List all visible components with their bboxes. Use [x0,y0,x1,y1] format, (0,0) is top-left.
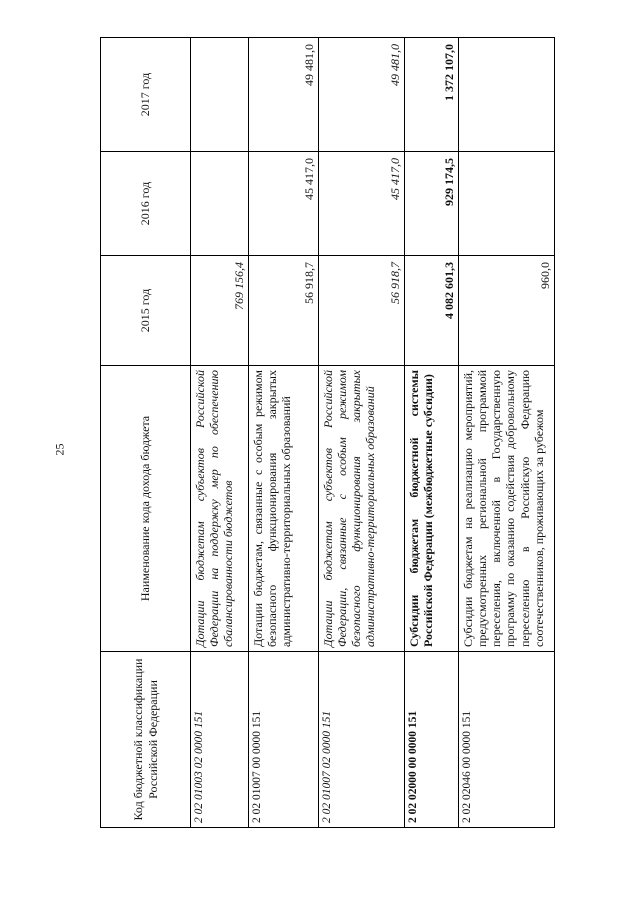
row-value-2017: 49 481,0 [319,38,405,152]
row-value-2015: 56 918,7 [249,256,319,366]
header-code: Код бюджетной классификации Российской Федерации [101,652,191,828]
table-row [459,38,555,828]
row-name: Субсидии бюджетам бюджетной системы Российской Федерации (межбюджетные субсидии) [405,366,459,652]
row-code: 2 02 02046 00 0000 151 [459,652,555,828]
page-number: 25 [52,443,67,456]
row-name: Дотации бюджетам субъектов Российской Федерации, связанные с особым режимом безопасного функционирования закрытых административно-территориальных образований [319,366,405,652]
table-row [191,38,249,828]
row-value-2015: 769 156,4 [191,256,249,366]
row-value-2017 [191,38,249,152]
header-2015: 2015 год [101,256,191,366]
row-code: 2 02 01007 00 0000 151 [249,652,319,828]
row-value-2016: 45 417,0 [319,152,405,256]
row-value-2015: 960,0 [459,256,555,366]
row-value-2017 [459,38,555,152]
table-row [249,38,319,828]
row-value-2016 [191,152,249,256]
table-row [405,38,459,828]
header-2017: 2017 год [101,38,191,152]
row-value-2017: 49 481,0 [249,38,319,152]
row-name: Дотации бюджетам, связанные с особым режимом безопасного функционирования закрытых административно-территориальных образований [249,366,319,652]
row-name: Субсидии бюджетам на реализацию мероприятий, предусмотренных региональной программой переселения, включенной в Государственную программу по оказанию содействия добровольному переселению в Российскую Федерацию соотечественников, проживающих за рубежом [459,366,555,652]
row-code: 2 02 01007 02 0000 151 [319,652,405,828]
table-wrapper [100,38,555,828]
header-name: Наименование кода дохода бюджета [101,366,191,652]
header-2016: 2016 год [101,152,191,256]
row-code: 2 02 01003 02 0000 151 [191,652,249,828]
row-value-2016: 45 417,0 [249,152,319,256]
row-value-2017: 1 372 107,0 [405,38,459,152]
row-value-2016 [459,152,555,256]
rotated-page-area [100,38,555,828]
row-code: 2 02 02000 00 0000 151 [405,652,459,828]
row-value-2015: 56 918,7 [319,256,405,366]
row-value-2016: 929 174,5 [405,152,459,256]
budget-income-table [100,37,555,828]
table-row [319,38,405,828]
row-value-2015: 4 082 601,3 [405,256,459,366]
table-header-row [101,38,191,828]
row-name: Дотации бюджетам субъектов Российской Федерации на поддержку мер по обеспечению сбалансированности бюджетов [191,366,249,652]
